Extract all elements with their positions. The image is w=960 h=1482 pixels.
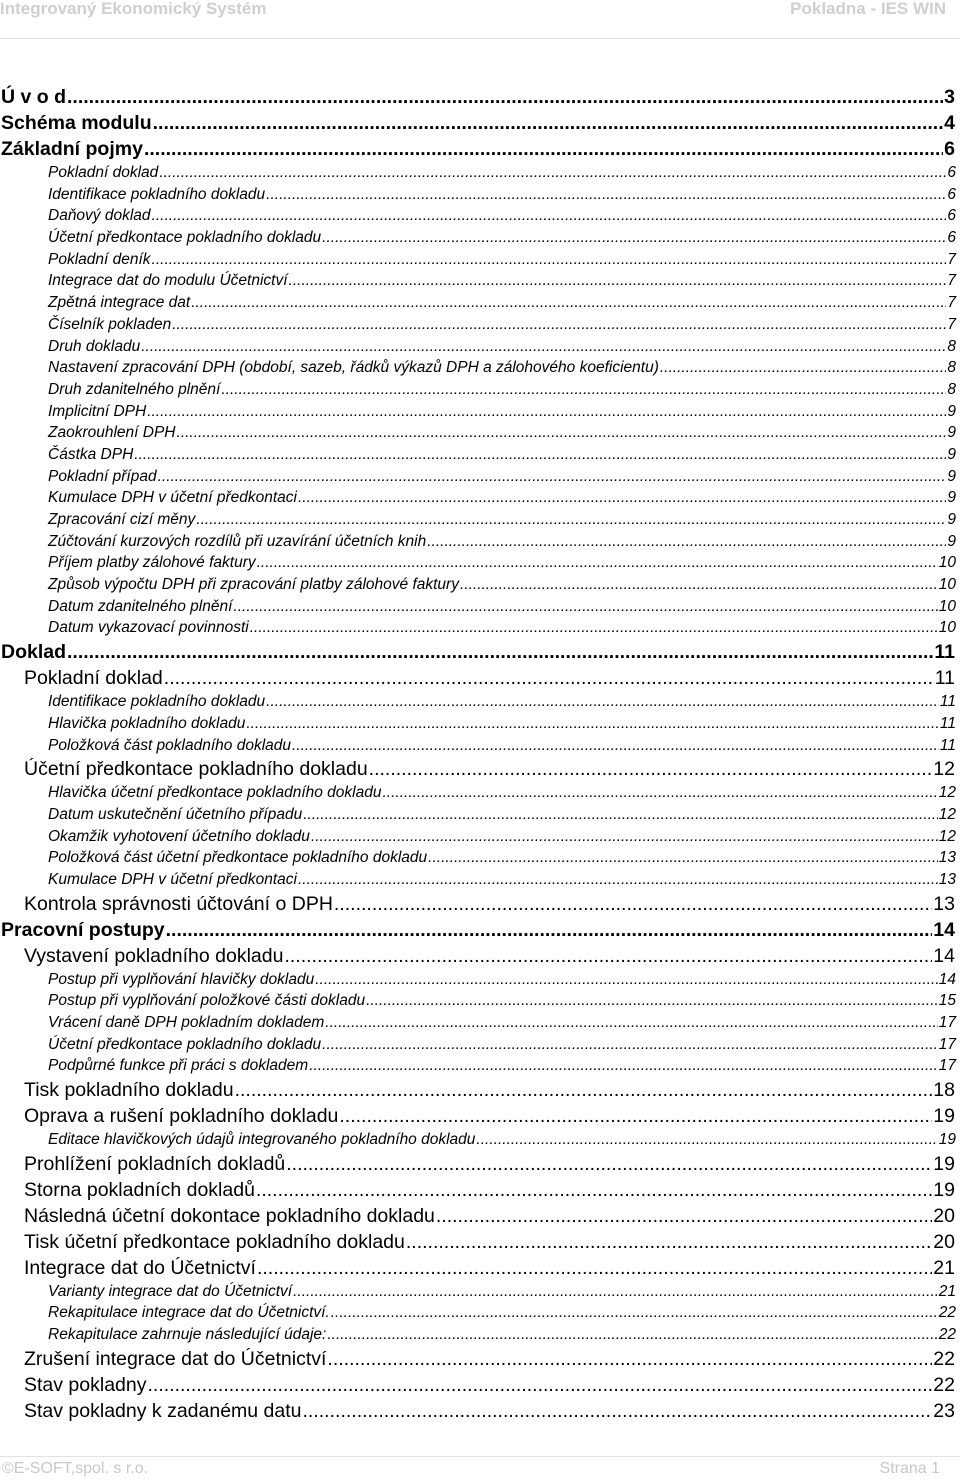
toc-entry[interactable] [0, 826, 960, 848]
toc-entry-page: 11 [939, 714, 956, 732]
toc-entry-title: Druh zdanitelného plnění [48, 380, 221, 398]
toc-entry-title: Integrace dat do Účetnictví [24, 1256, 256, 1279]
toc-entry-page: 6 [944, 138, 955, 160]
toc-dot-leader [298, 487, 946, 509]
toc-entry-title: Prohlížení pokladních dokladů [24, 1152, 286, 1175]
toc-dot-leader [286, 1151, 932, 1177]
toc-entry-title: Položková část účetní předkontace pokladního dokladu [48, 849, 428, 867]
toc-entry[interactable] [0, 1129, 960, 1151]
toc-entry-page: 9 [947, 467, 956, 485]
toc-entry-page: 13 [933, 892, 955, 915]
toc-entry-title: Oprava a rušení pokladního dokladu [24, 1105, 339, 1128]
toc-entry[interactable] [0, 401, 960, 423]
toc-entry-title: Identifikace pokladního dokladu [48, 185, 266, 203]
toc-entry-page: 4 [944, 112, 955, 134]
toc-dot-leader [311, 826, 938, 848]
toc-dot-leader [660, 357, 947, 379]
header-divider [0, 38, 960, 39]
toc-dot-leader [235, 1077, 933, 1103]
toc-entry-page: 17 [938, 1057, 956, 1075]
toc-entry[interactable] [0, 1372, 960, 1398]
toc-entry[interactable] [0, 665, 960, 691]
toc-entry[interactable] [0, 422, 960, 444]
toc-entry-page: 13 [938, 849, 956, 867]
toc-dot-leader [298, 869, 938, 891]
toc-entry-page: 7 [947, 315, 956, 333]
toc-entry-page: 12 [933, 758, 955, 781]
toc-entry-page: 11 [939, 693, 956, 711]
toc-dot-leader [303, 804, 938, 826]
toc-entry-title: Ú v o d [1, 86, 67, 108]
toc-dot-leader [147, 401, 946, 423]
toc-entry-page: 8 [947, 337, 956, 355]
toc-entry-title: Stav pokladny k zadanému datu [24, 1399, 302, 1422]
toc-entry[interactable] [0, 162, 960, 184]
toc-dot-leader [315, 969, 938, 991]
toc-entry-page: 11 [939, 736, 956, 754]
toc-entry[interactable] [0, 574, 960, 596]
toc-entry-page: 7 [947, 294, 956, 312]
toc-dot-leader [158, 466, 947, 488]
toc-entry-title: Rekapitulace integrace dat do Účetnictví. [48, 1304, 330, 1322]
footer-page-number: Strana 1 [879, 1460, 940, 1477]
toc-dot-leader [153, 110, 944, 136]
toc-entry-page: 3 [944, 86, 955, 108]
toc-entry-title: Okamžik vyhotovení účetního dokladu [48, 827, 310, 845]
toc-entry[interactable] [0, 1346, 960, 1372]
toc-entry-title: Účetní předkontace pokladního dokladu [48, 1035, 322, 1053]
toc-entry-page: 6 [947, 185, 956, 203]
toc-entry-page: 12 [938, 805, 956, 823]
toc-entry[interactable] [0, 804, 960, 826]
toc-entry-title: Podpůrné funkce při práci s dokladem [48, 1057, 309, 1075]
toc-entry-title: Datum uskutečnění účetního případu [48, 805, 303, 823]
toc-entry-page: 9 [947, 489, 956, 507]
toc-entry[interactable] [0, 1055, 960, 1077]
toc-entry-page: 9 [947, 511, 956, 528]
toc-entry[interactable] [0, 1255, 960, 1281]
toc-entry[interactable] [0, 617, 960, 639]
toc-dot-leader [257, 552, 938, 574]
toc-entry-page: 10 [938, 619, 956, 637]
toc-dot-leader [325, 1012, 937, 1034]
toc-entry-page: 20 [933, 1230, 955, 1253]
toc-dot-leader [427, 531, 946, 553]
toc-entry-title: Kumulace DPH v účetní předkontaci [48, 870, 297, 888]
toc-entry-page: 9 [947, 402, 956, 420]
toc-entry-page: 21 [938, 1282, 956, 1300]
toc-entry-page: 6 [947, 164, 956, 181]
toc-entry-title: Datum vykazovací povinnosti [48, 619, 249, 637]
toc-dot-leader [148, 1372, 933, 1398]
toc-dot-leader [284, 943, 932, 969]
toc-entry-title: Zrušení integrace dat do Účetnictví [24, 1347, 327, 1370]
toc-entry[interactable] [0, 735, 960, 757]
toc-entry-page: 21 [933, 1256, 955, 1279]
toc-entry-title: Účetní předkontace pokladního dokladu [24, 758, 368, 781]
toc-entry[interactable] [0, 249, 960, 271]
toc-dot-leader [164, 665, 934, 691]
toc-dot-leader [152, 249, 947, 271]
toc-entry[interactable] [0, 336, 960, 358]
toc-entry[interactable] [0, 782, 960, 804]
toc-dot-leader [166, 917, 933, 943]
toc-dot-leader [250, 617, 938, 639]
toc-dot-leader [382, 782, 937, 804]
toc-entry[interactable] [0, 509, 960, 531]
toc-dot-leader [369, 756, 933, 782]
toc-entry[interactable] [0, 1324, 960, 1346]
toc-dot-leader [67, 84, 943, 110]
toc-dot-leader [334, 891, 932, 917]
toc-entry-page: 12 [938, 827, 956, 845]
toc-entry-title: Nastavení zpracování DPH (období, sazeb, řádků výkazů DPH a zálohového koeficientu) [48, 359, 659, 377]
toc-dot-leader [339, 1103, 932, 1129]
toc-entry[interactable] [0, 357, 960, 379]
toc-entry[interactable] [0, 943, 960, 969]
toc-entry[interactable] [0, 1229, 960, 1255]
toc-entry-page: 22 [938, 1304, 956, 1322]
toc-entry-title: Pokladní případ [48, 467, 157, 485]
toc-entry[interactable] [0, 691, 960, 713]
toc-entry-page: 7 [947, 250, 956, 268]
toc-entry-page: 19 [938, 1131, 956, 1149]
toc-entry-title: Kontrola správnosti účtování o DPH [24, 892, 333, 915]
toc-entry-title: Účetní předkontace pokladního dokladu [48, 229, 322, 247]
toc-entry-page: 10 [938, 576, 956, 594]
toc-entry-title: Tisk pokladního dokladu [24, 1079, 234, 1102]
toc-dot-leader [327, 1346, 932, 1372]
toc-entry[interactable] [0, 639, 960, 665]
toc-dot-leader [436, 1203, 932, 1229]
toc-entry-title: Kumulace DPH v účetní předkontaci [48, 489, 297, 507]
toc-entry-page: 8 [947, 359, 956, 377]
footer-divider [0, 1456, 960, 1457]
toc-dot-leader [141, 336, 946, 358]
toc-dot-leader [460, 574, 938, 596]
toc-dot-leader [233, 596, 937, 618]
toc-entry-title: Pracovní postupy [1, 918, 165, 941]
toc-entry-page: 17 [938, 1035, 956, 1053]
toc-entry[interactable] [0, 1103, 960, 1129]
toc-dot-leader [428, 847, 938, 869]
toc-entry-title: Číselník pokladen [48, 315, 172, 333]
toc-entry-title: Položková část pokladního dokladu [48, 736, 291, 754]
toc-entry[interactable] [0, 184, 960, 206]
header-right-title: Pokladna - IES WIN [790, 0, 946, 18]
toc-entry-page: 19 [933, 1105, 955, 1128]
toc-entry-page: 19 [933, 1178, 955, 1201]
toc-dot-leader [309, 1055, 938, 1077]
toc-entry-page: 10 [938, 554, 956, 572]
toc-entry[interactable] [0, 531, 960, 553]
toc-entry-page: 22 [933, 1347, 955, 1370]
toc-entry-title: Základní pojmy [1, 138, 143, 160]
toc-entry-title: Editace hlavičkových údajů integrovaného pokladního dokladu [48, 1131, 476, 1149]
toc-dot-leader [256, 1177, 932, 1203]
toc-entry-page: 9 [947, 445, 956, 463]
toc-entry[interactable] [0, 292, 960, 314]
toc-entry[interactable] [0, 466, 960, 488]
toc-entry[interactable] [0, 1077, 960, 1103]
toc-entry-page: 11 [934, 641, 955, 664]
toc-entry-title: Hlavička pokladního dokladu [48, 714, 246, 732]
toc-entry-title: Vrácení daně DPH pokladním dokladem [48, 1014, 325, 1031]
toc-entry-title: Tisk účetní předkontace pokladního dokladu [24, 1230, 405, 1253]
toc-entry-page: 19 [933, 1152, 955, 1175]
toc-entry[interactable] [0, 869, 960, 891]
toc-entry-title: Pokladní doklad [24, 667, 163, 690]
toc-entry[interactable] [0, 1281, 960, 1303]
header-left-title: Integrovaný Ekonomický Systém [0, 0, 267, 18]
toc-dot-leader [177, 422, 947, 444]
toc-entry[interactable] [0, 1177, 960, 1203]
toc-entry[interactable] [0, 713, 960, 735]
toc-entry-title: Varianty integrace dat do Účetnictví [48, 1282, 293, 1300]
toc-entry-page: 9 [947, 424, 956, 442]
toc-entry-page: 6 [947, 229, 956, 247]
toc-dot-leader [289, 270, 947, 292]
toc-entry-page: 14 [938, 970, 956, 988]
toc-entry-title: Zaokrouhlení DPH [48, 424, 176, 442]
toc-entry[interactable] [0, 596, 960, 618]
toc-dot-leader [221, 379, 946, 401]
toc-dot-leader [366, 990, 938, 1012]
toc-entry[interactable] [0, 110, 960, 136]
toc-entry-page: 23 [933, 1399, 955, 1422]
toc-entry-title: Pokladní doklad [48, 164, 159, 181]
toc-dot-leader [327, 1324, 937, 1346]
toc-dot-leader [196, 509, 946, 531]
toc-entry-page: 10 [938, 597, 956, 615]
toc-entry[interactable] [0, 1012, 960, 1034]
toc-dot-leader [293, 1281, 938, 1303]
toc-entry[interactable] [0, 487, 960, 509]
toc-entry-title: Identifikace pokladního dokladu [48, 693, 266, 711]
toc-entry-page: 17 [938, 1014, 956, 1031]
toc-dot-leader [134, 444, 946, 466]
toc-entry-page: 20 [933, 1204, 955, 1227]
toc-entry[interactable] [0, 444, 960, 466]
toc-entry-page: 14 [933, 944, 955, 967]
toc-entry-page: 18 [933, 1079, 955, 1102]
toc-entry-title: Způsob výpočtu DPH při zpracování platby zálohové faktury [48, 576, 459, 594]
toc-entry-title: Daňový doklad [48, 207, 151, 225]
toc-entry-page: 12 [938, 784, 956, 802]
toc-dot-leader [322, 1034, 938, 1056]
toc-dot-leader [191, 292, 946, 314]
toc-dot-leader [159, 162, 946, 184]
toc-entry[interactable] [0, 552, 960, 574]
toc-entry-title: Doklad [1, 641, 67, 664]
toc-dot-leader [67, 639, 933, 665]
toc-dot-leader [266, 184, 946, 206]
toc-entry[interactable] [0, 205, 960, 227]
table-of-contents [0, 84, 960, 1424]
toc-entry-title: Pokladní deník [48, 250, 151, 268]
toc-entry[interactable] [0, 227, 960, 249]
toc-entry[interactable] [0, 1398, 960, 1424]
toc-dot-leader [476, 1129, 937, 1151]
toc-entry-page: 22 [933, 1373, 955, 1396]
toc-dot-leader [322, 227, 946, 249]
toc-entry-title: Postup při vyplňování položkové části dokladu [48, 992, 366, 1010]
toc-entry[interactable] [0, 1151, 960, 1177]
toc-dot-leader [152, 205, 947, 227]
toc-entry[interactable] [0, 84, 960, 110]
toc-entry-page: 15 [938, 992, 956, 1010]
toc-entry[interactable] [0, 917, 960, 943]
toc-entry-title: Rekapitulace zahrnuje následující údaje: [48, 1326, 327, 1344]
toc-entry[interactable] [0, 990, 960, 1012]
toc-entry-title: Implicitní DPH [48, 402, 147, 420]
toc-entry-page: 7 [947, 272, 956, 290]
toc-entry-page: 13 [938, 870, 956, 888]
toc-dot-leader [144, 136, 943, 162]
toc-dot-leader [406, 1229, 932, 1255]
toc-entry-title: Následná účetní dokontace pokladního dokladu [24, 1204, 435, 1227]
toc-entry[interactable] [0, 1203, 960, 1229]
toc-entry-title: Integrace dat do modulu Účetnictví [48, 272, 288, 290]
toc-entry-page: 11 [934, 667, 955, 690]
footer-company: ©E-SOFT,spol. s r.o. [2, 1460, 149, 1477]
toc-entry-title: Zúčtování kurzových rozdílů při uzavírání účetních knih [48, 532, 427, 550]
toc-entry-title: Storna pokladních dokladů [24, 1178, 255, 1201]
toc-entry[interactable] [0, 1302, 960, 1324]
toc-entry-title: Zpětná integrace dat [48, 294, 191, 312]
toc-dot-leader [246, 713, 939, 735]
toc-entry-page: 8 [947, 380, 956, 398]
toc-entry-title: Schéma modulu [1, 112, 152, 134]
toc-entry-title: Datum zdanitelného plnění [48, 597, 233, 615]
toc-entry-title: Hlavička účetní předkontace pokladního dokladu [48, 784, 382, 802]
page-header [0, 0, 960, 38]
toc-entry-page: 6 [947, 207, 956, 225]
toc-entry[interactable] [0, 891, 960, 917]
toc-entry[interactable] [0, 270, 960, 292]
page-footer [0, 1460, 960, 1482]
toc-dot-leader [292, 735, 939, 757]
toc-entry-page: 14 [933, 918, 955, 941]
toc-dot-leader [172, 314, 946, 336]
toc-entry-title: Vystavení pokladního dokladu [24, 944, 284, 967]
toc-entry[interactable] [0, 847, 960, 869]
toc-entry-title: Částka DPH [48, 445, 134, 463]
toc-dot-leader [257, 1255, 932, 1281]
toc-entry-title: Postup při vyplňování hlavičky dokladu [48, 970, 315, 988]
toc-dot-leader [266, 691, 939, 713]
toc-entry-title: Zpracování cizí měny [48, 511, 196, 528]
toc-dot-leader [331, 1302, 938, 1324]
toc-entry-title: Příjem platby zálohové faktury [48, 554, 256, 572]
toc-entry[interactable] [0, 314, 960, 336]
toc-entry[interactable] [0, 379, 960, 401]
toc-dot-leader [303, 1398, 933, 1424]
toc-entry[interactable] [0, 756, 960, 782]
toc-entry-page: 22 [938, 1326, 956, 1344]
toc-entry[interactable] [0, 1034, 960, 1056]
toc-entry-title: Druh dokladu [48, 337, 141, 355]
toc-entry[interactable] [0, 136, 960, 162]
toc-entry-title: Stav pokladny [24, 1373, 147, 1396]
toc-entry-page: 9 [947, 532, 956, 550]
toc-entry[interactable] [0, 969, 960, 991]
